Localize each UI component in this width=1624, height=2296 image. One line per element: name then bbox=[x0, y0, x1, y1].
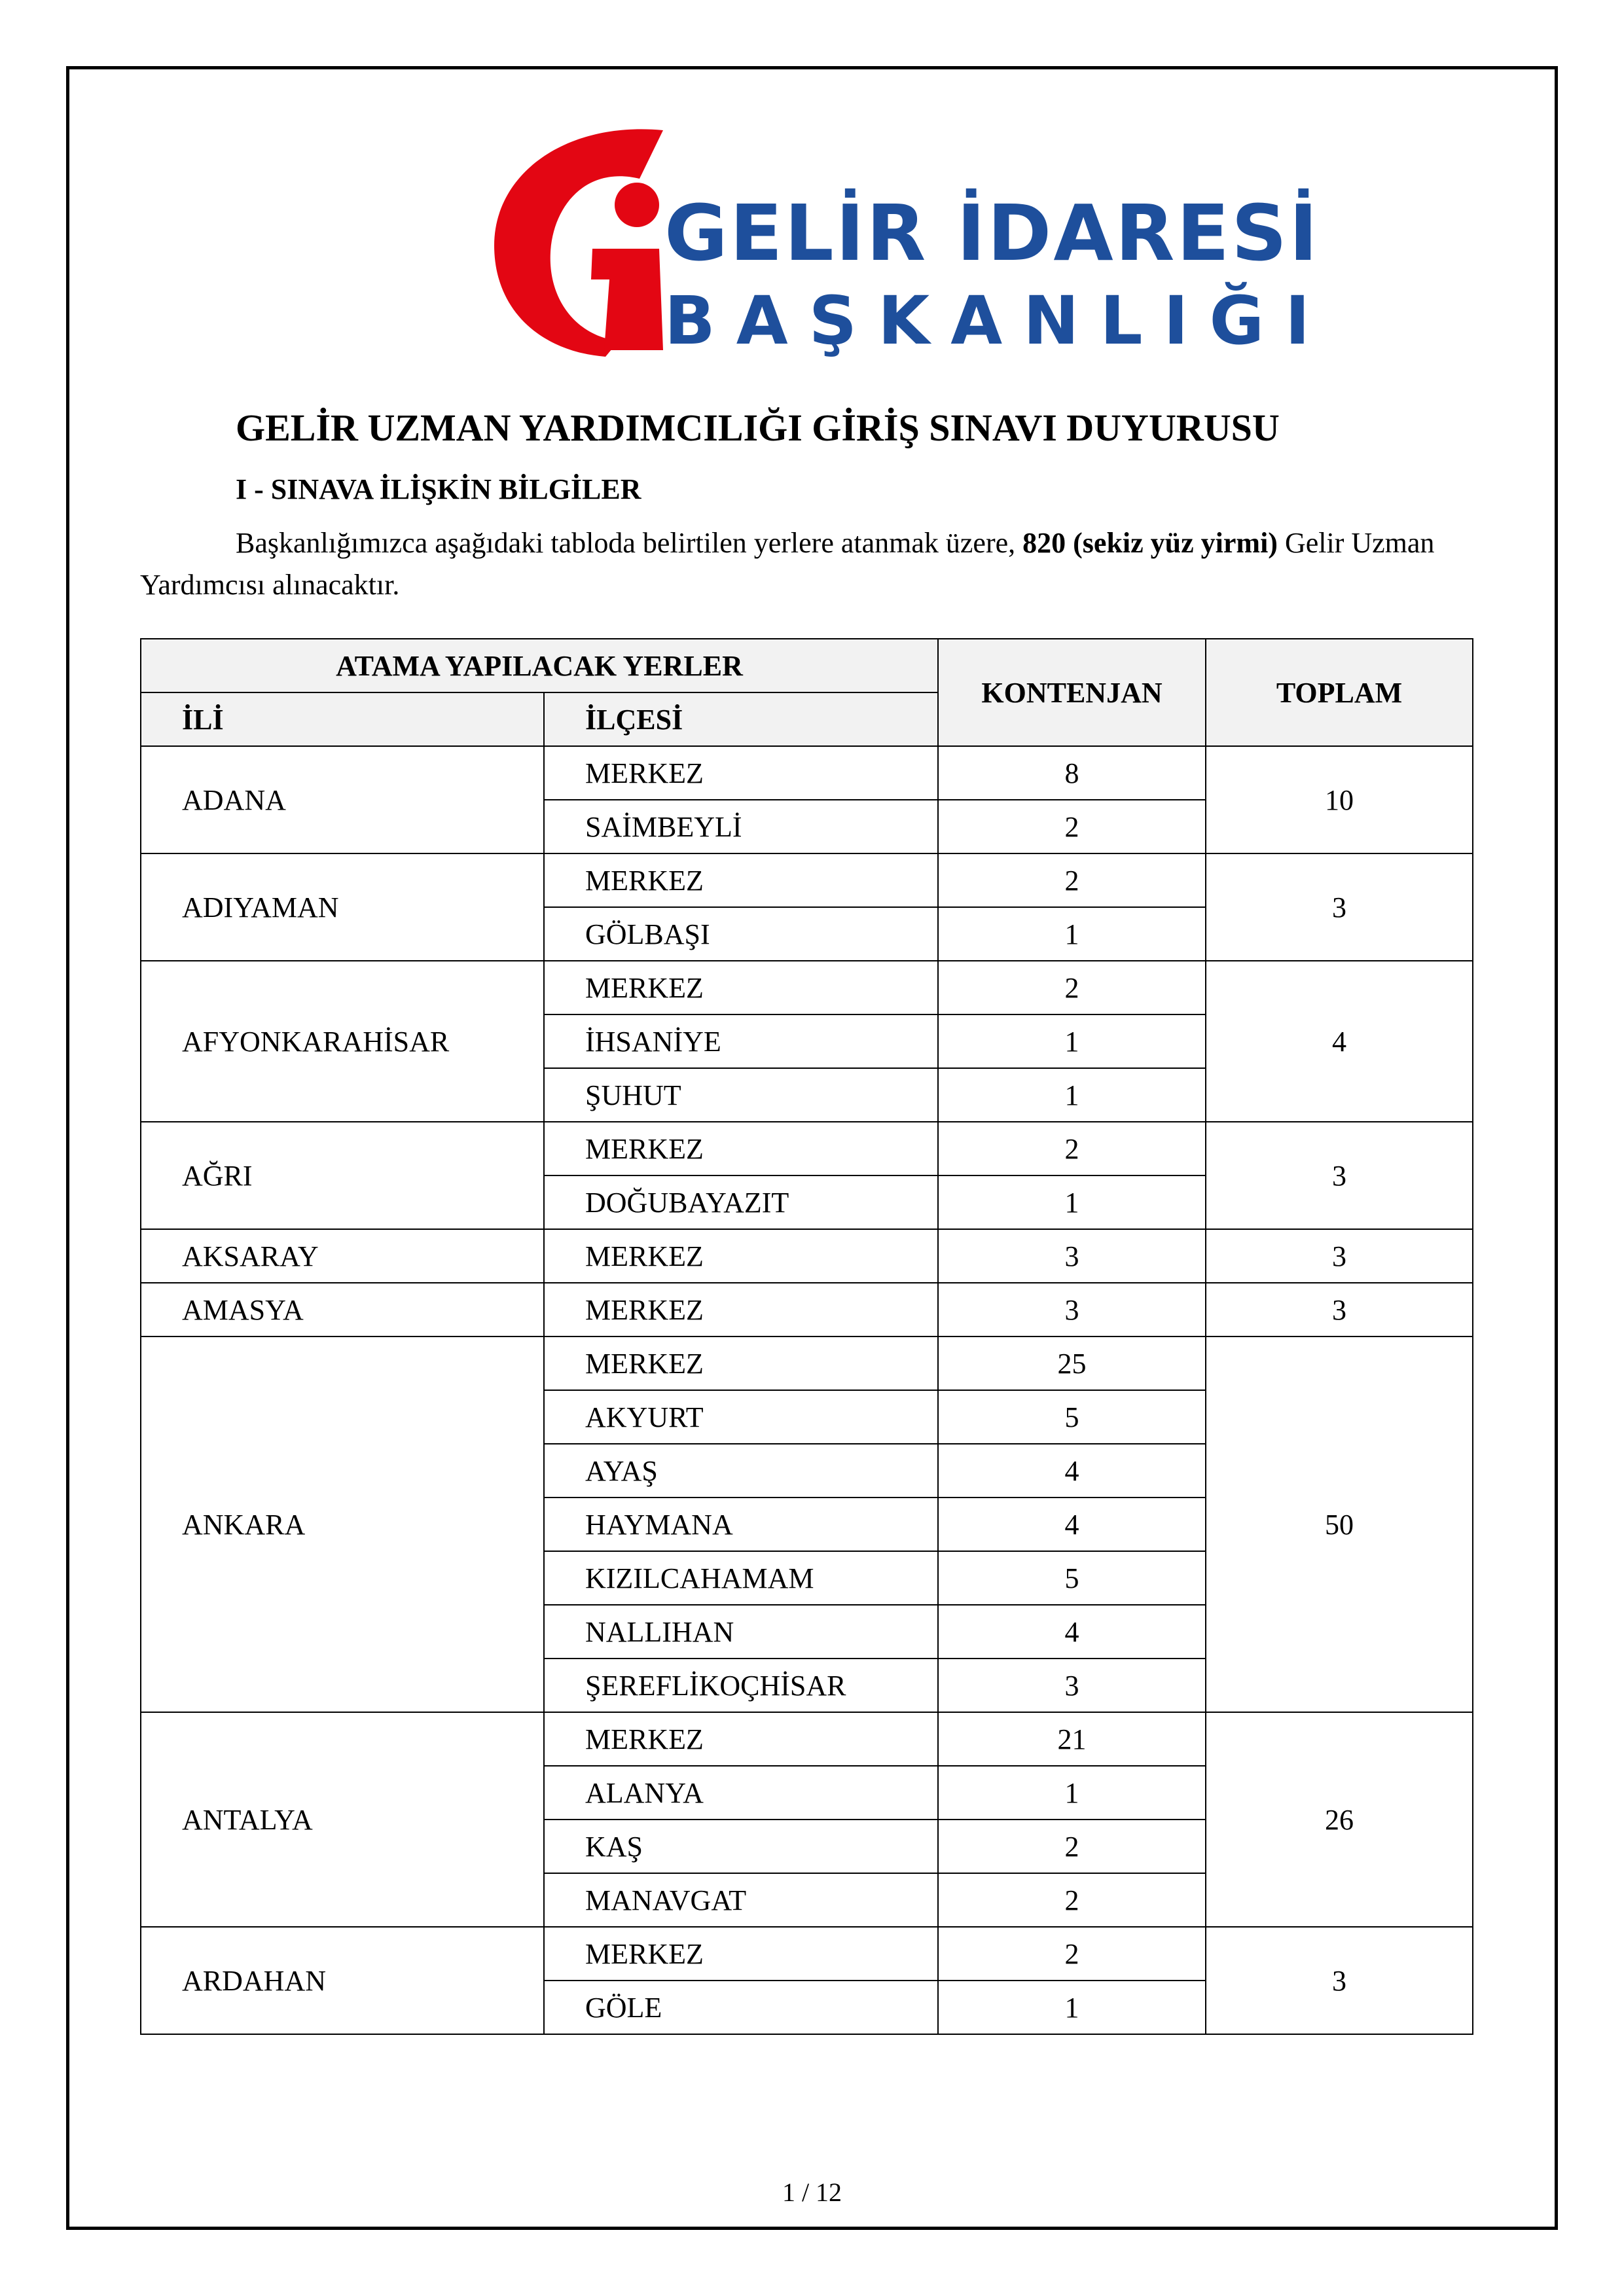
header-atama-yerler: ATAMA YAPILACAK YERLER bbox=[141, 639, 938, 692]
intro-quota-total: 820 (sekiz yüz yirmi) bbox=[1022, 527, 1278, 559]
cell-kontenjan: 5 bbox=[938, 1390, 1206, 1444]
cell-ilce: MERKEZ bbox=[544, 1229, 938, 1283]
cell-toplam: 50 bbox=[1206, 1336, 1473, 1712]
cell-il: AĞRI bbox=[141, 1122, 544, 1229]
cell-ilce: ALANYA bbox=[544, 1766, 938, 1820]
cell-ilce: SAİMBEYLİ bbox=[544, 800, 938, 853]
header-ilce: İLÇESİ bbox=[544, 692, 938, 746]
cell-il: AFYONKARAHİSAR bbox=[141, 961, 544, 1122]
cell-ilce: MERKEZ bbox=[544, 746, 938, 800]
cell-ilce: MERKEZ bbox=[544, 1336, 938, 1390]
cell-kontenjan: 4 bbox=[938, 1444, 1206, 1498]
cell-kontenjan: 21 bbox=[938, 1712, 1206, 1766]
cell-toplam: 3 bbox=[1206, 1927, 1473, 2034]
cell-kontenjan: 8 bbox=[938, 746, 1206, 800]
institution-logo bbox=[488, 128, 1331, 360]
cell-kontenjan: 2 bbox=[938, 853, 1206, 907]
cell-il: AKSARAY bbox=[141, 1229, 544, 1283]
table-row bbox=[141, 1712, 1473, 1766]
quota-table-body bbox=[141, 746, 1473, 2034]
cell-ilce: ŞUHUT bbox=[544, 1068, 938, 1122]
cell-kontenjan: 2 bbox=[938, 1927, 1206, 1981]
page-number: 1 / 12 bbox=[782, 2178, 842, 2207]
cell-kontenjan: 2 bbox=[938, 1820, 1206, 1873]
cell-kontenjan: 2 bbox=[938, 1122, 1206, 1175]
cell-kontenjan: 1 bbox=[938, 1766, 1206, 1820]
intro-text-after: Gelir Uzman Yardımcısı alınacaktır. bbox=[140, 527, 1435, 601]
cell-toplam: 26 bbox=[1206, 1712, 1473, 1927]
document-title: GELİR UZMAN YARDIMCILIĞI GİRİŞ SINAVI DUYURUSU bbox=[236, 406, 1280, 449]
cell-toplam: 10 bbox=[1206, 746, 1473, 853]
table-row bbox=[141, 1283, 1473, 1336]
cell-kontenjan: 25 bbox=[938, 1336, 1206, 1390]
cell-ilce: MERKEZ bbox=[544, 1283, 938, 1336]
table-row bbox=[141, 746, 1473, 800]
cell-kontenjan: 3 bbox=[938, 1229, 1206, 1283]
cell-ilce: NALLIHAN bbox=[544, 1605, 938, 1659]
cell-kontenjan: 1 bbox=[938, 1175, 1206, 1229]
cell-ilce: KIZILCAHAMAM bbox=[544, 1551, 938, 1605]
cell-ilce: GÖLE bbox=[544, 1981, 938, 2034]
cell-il: ANTALYA bbox=[141, 1712, 544, 1927]
cell-ilce: İHSANİYE bbox=[544, 1014, 938, 1068]
cell-ilce: DOĞUBAYAZIT bbox=[544, 1175, 938, 1229]
section-heading: I - SINAVA İLİŞKİN BİLGİLER bbox=[236, 473, 641, 505]
cell-ilce: KAŞ bbox=[544, 1820, 938, 1873]
table-row bbox=[141, 1229, 1473, 1283]
cell-ilce: GÖLBAŞI bbox=[544, 907, 938, 961]
cell-ilce: HAYMANA bbox=[544, 1498, 938, 1551]
cell-kontenjan: 1 bbox=[938, 907, 1206, 961]
intro-paragraph bbox=[140, 522, 1482, 606]
cell-toplam: 3 bbox=[1206, 1229, 1473, 1283]
cell-kontenjan: 4 bbox=[938, 1498, 1206, 1551]
quota-table bbox=[140, 638, 1473, 2035]
cell-ilce: ŞEREFLİKOÇHİSAR bbox=[544, 1659, 938, 1712]
cell-kontenjan: 3 bbox=[938, 1283, 1206, 1336]
cell-kontenjan: 3 bbox=[938, 1659, 1206, 1712]
cell-kontenjan: 4 bbox=[938, 1605, 1206, 1659]
intro-text-before: Başkanlığımızca aşağıdaki tabloda belirtilen yerlere atanmak üzere, bbox=[236, 527, 1023, 559]
cell-kontenjan: 2 bbox=[938, 961, 1206, 1014]
logo-text-line2: BAŞKANLIĞI bbox=[664, 282, 1331, 360]
cell-ilce: MANAVGAT bbox=[544, 1873, 938, 1927]
cell-kontenjan: 2 bbox=[938, 1873, 1206, 1927]
cell-ilce: AYAŞ bbox=[544, 1444, 938, 1498]
cell-kontenjan: 1 bbox=[938, 1068, 1206, 1122]
cell-il: AMASYA bbox=[141, 1283, 544, 1336]
cell-toplam: 4 bbox=[1206, 961, 1473, 1122]
table-row bbox=[141, 853, 1473, 907]
cell-il: ADIYAMAN bbox=[141, 853, 544, 961]
header-toplam: TOPLAM bbox=[1206, 639, 1473, 746]
cell-il: ANKARA bbox=[141, 1336, 544, 1712]
cell-ilce: MERKEZ bbox=[544, 1927, 938, 1981]
header-kontenjan: KONTENJAN bbox=[938, 639, 1206, 746]
cell-ilce: MERKEZ bbox=[544, 1712, 938, 1766]
gi-logo-mark-icon bbox=[488, 128, 677, 357]
cell-ilce: MERKEZ bbox=[544, 961, 938, 1014]
cell-ilce: AKYURT bbox=[544, 1390, 938, 1444]
table-row bbox=[141, 1927, 1473, 1981]
cell-il: ARDAHAN bbox=[141, 1927, 544, 2034]
table-row bbox=[141, 961, 1473, 1014]
cell-ilce: MERKEZ bbox=[544, 853, 938, 907]
table-row bbox=[141, 1336, 1473, 1390]
header-il: İLİ bbox=[141, 692, 544, 746]
cell-kontenjan: 2 bbox=[938, 800, 1206, 853]
cell-toplam: 3 bbox=[1206, 853, 1473, 961]
cell-toplam: 3 bbox=[1206, 1122, 1473, 1229]
cell-il: ADANA bbox=[141, 746, 544, 853]
cell-kontenjan: 1 bbox=[938, 1014, 1206, 1068]
table-row bbox=[141, 1122, 1473, 1175]
cell-kontenjan: 1 bbox=[938, 1981, 1206, 2034]
cell-ilce: MERKEZ bbox=[544, 1122, 938, 1175]
logo-text-line1: GELİR İDARESİ bbox=[664, 188, 1320, 278]
cell-kontenjan: 5 bbox=[938, 1551, 1206, 1605]
cell-toplam: 3 bbox=[1206, 1283, 1473, 1336]
